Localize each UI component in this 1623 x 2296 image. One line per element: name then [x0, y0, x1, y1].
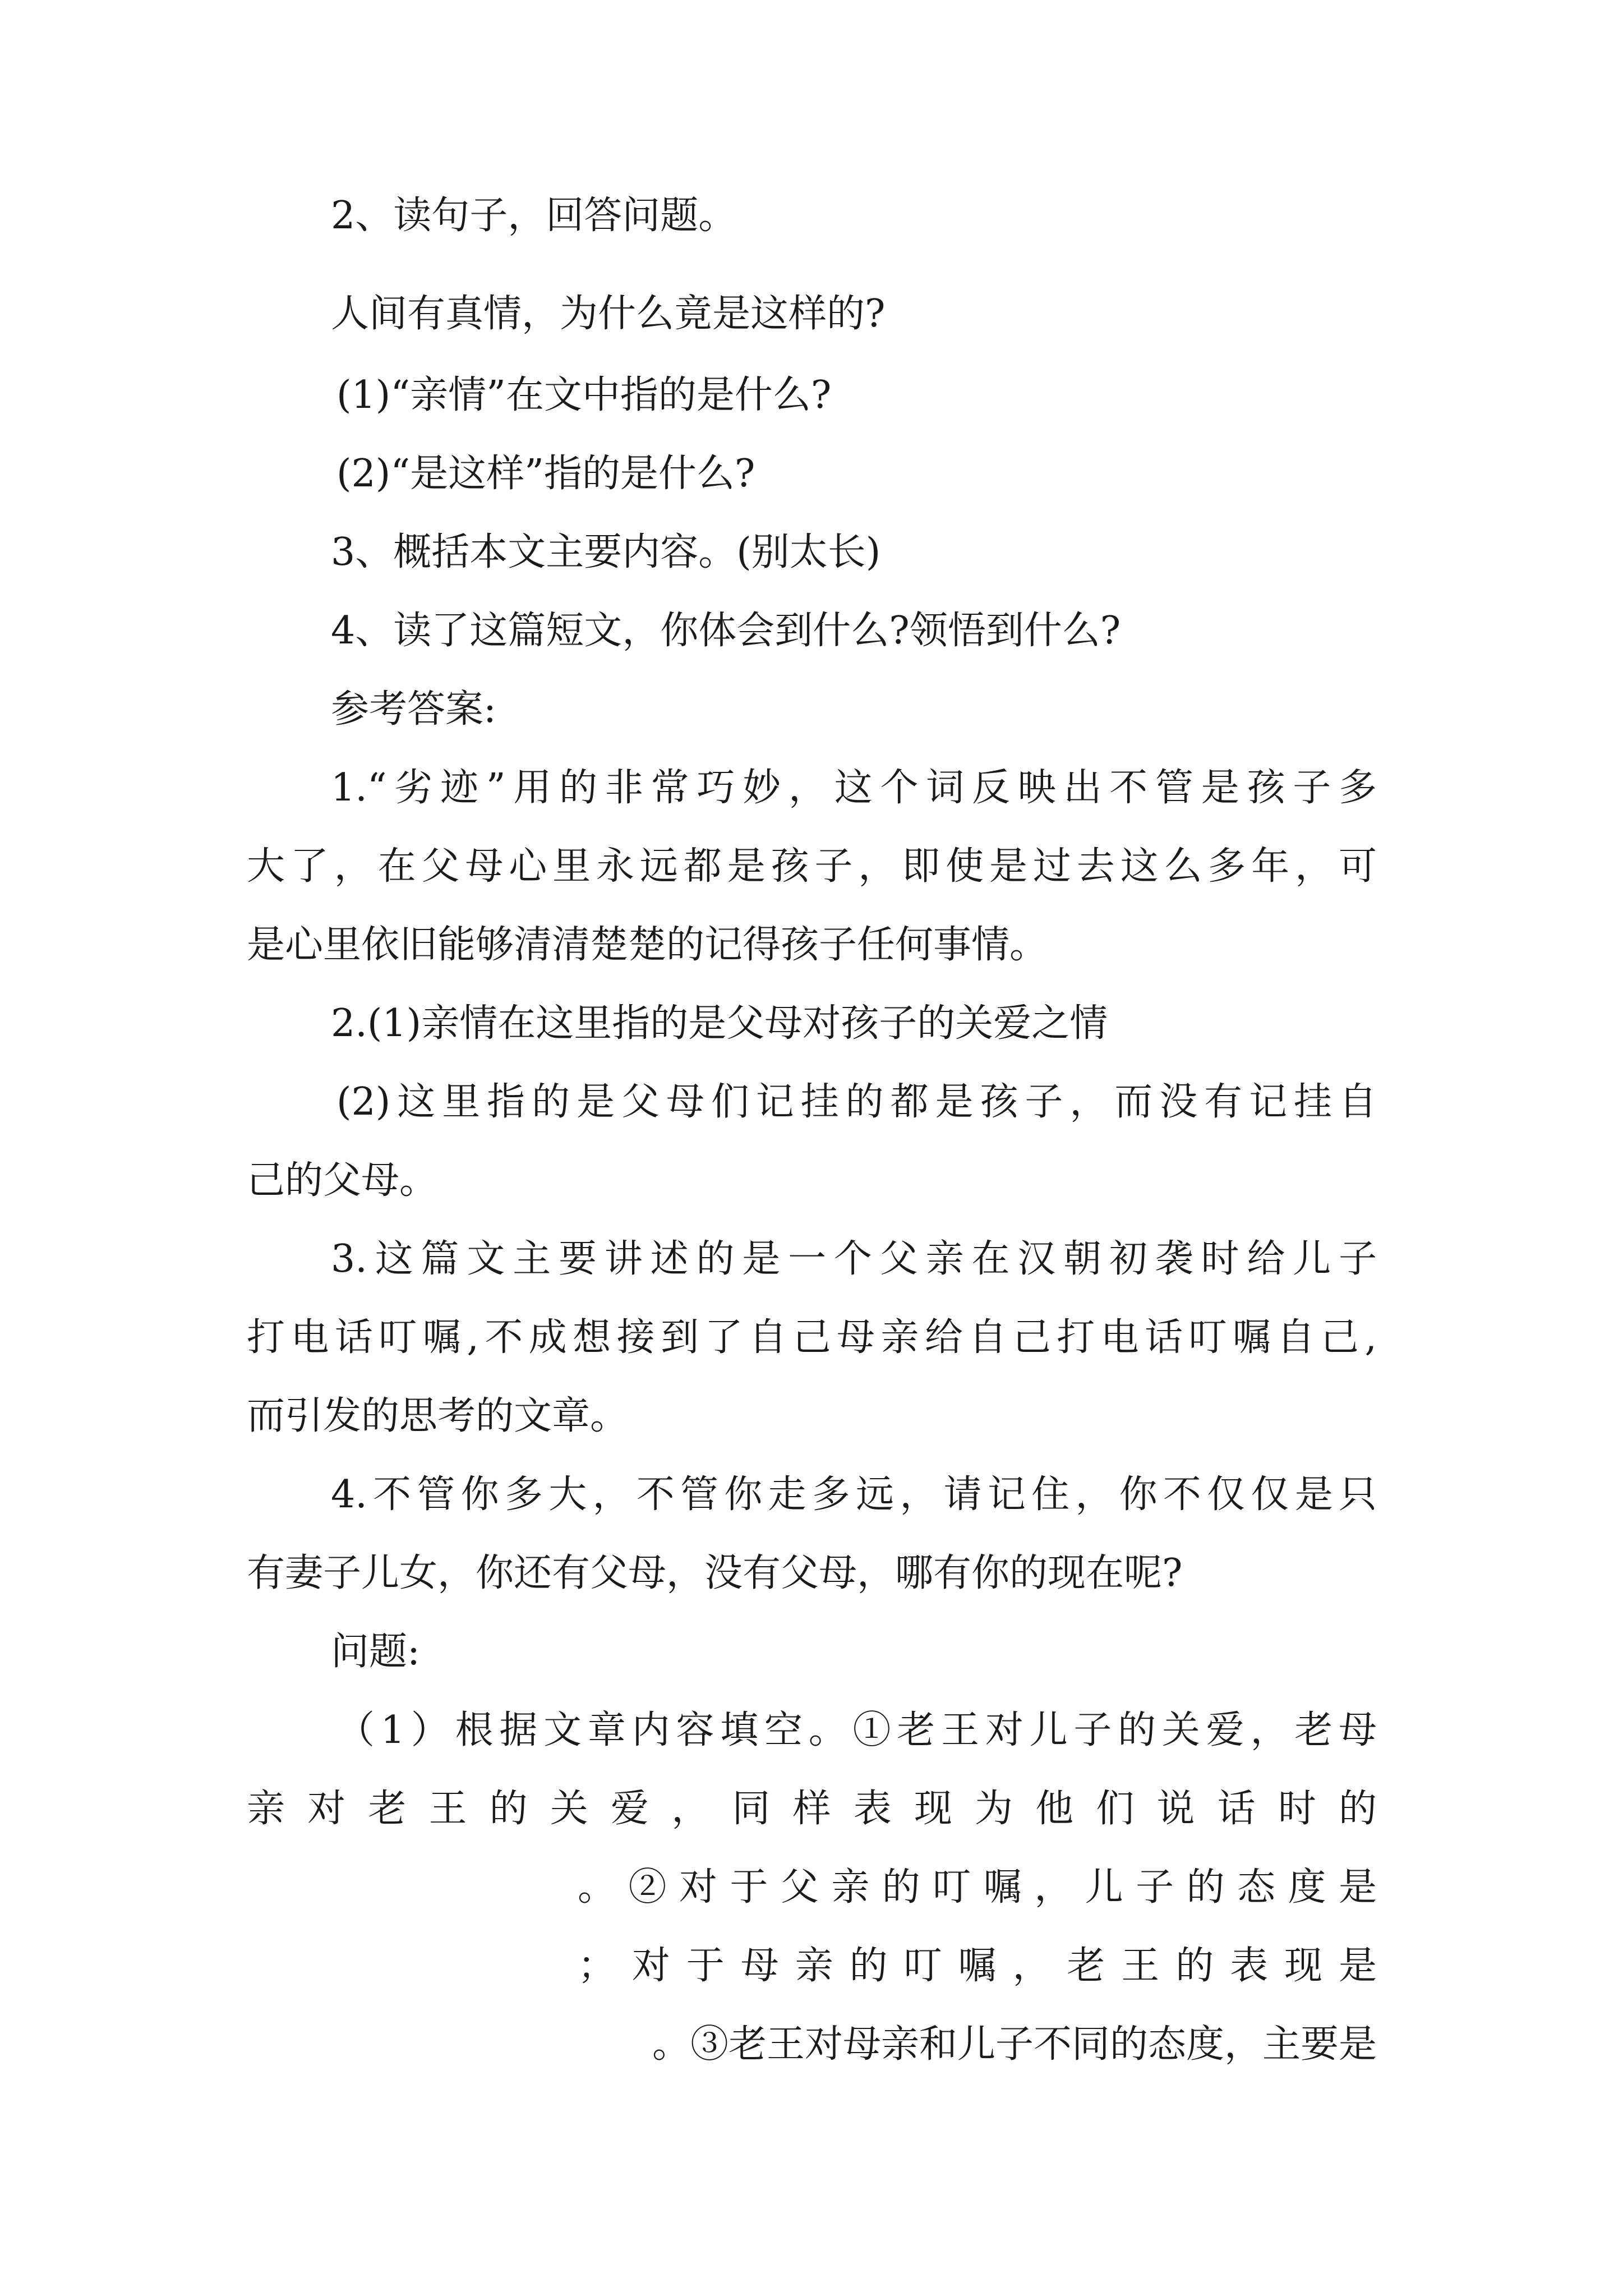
question-4: 4、读了这篇短文，你体会到什么?领悟到什么? [331, 609, 1121, 653]
answer-4-line-2: 有妻子儿女，你还有父母，没有父母，哪有你的现在呢? [247, 1551, 1183, 1595]
problem-1-line-3: 。②对于父亲的叮嘱，儿子的态度是 [578, 1865, 1377, 1910]
answer-1-line-1: 1.“劣迹”用的非常巧妙，这个词反映出不管是孩子多 [331, 766, 1377, 810]
answer-3-line-2: 打电话叮嘱,不成想接到了自己母亲给自己打电话叮嘱自己, [247, 1315, 1377, 1360]
question-3: 3、概括本文主要内容。(别太长) [331, 530, 881, 574]
answer-2-line-3: 己的父母。 [247, 1158, 438, 1203]
answer-3-line-3: 而引发的思考的文章。 [247, 1394, 629, 1438]
problem-1-line-4: ；对于母亲的叮嘱，老王的表现是 [578, 1944, 1377, 1988]
answer-2-line-1: 2.(1)亲情在这里指的是父母对孩子的关爱之情 [331, 1001, 1108, 1046]
answer-1-line-2: 大了，在父母心里永远都是孩子，即使是过去这么多年，可 [247, 844, 1377, 889]
problem-1-line-1: （1）根据文章内容填空。①老王对儿子的关爱，老母 [336, 1708, 1377, 1752]
answer-4-line-1: 4.不管你多大，不管你走多远，请记住，你不仅仅是只 [331, 1473, 1377, 1517]
question-2-title: 2、读句子，回答问题。 [331, 194, 737, 238]
answer-1-line-3: 是心里依旧能够清清楚楚的记得孩子任何事情。 [247, 923, 1048, 967]
problem-1-line-2: 亲对老王的关爱，同样表现为他们说话时的 [247, 1787, 1377, 1831]
answers-heading: 参考答案: [331, 687, 496, 731]
problem-heading: 问题: [331, 1630, 420, 1674]
problem-1-line-5: 。③老王对母亲和儿子不同的态度，主要是 [652, 2022, 1377, 2067]
question-2-sub-2: (2)“是这样”指的是什么? [336, 452, 755, 496]
answer-3-line-1: 3.这篇文主要讲述的是一个父亲在汉朝初袭时给儿子 [331, 1237, 1377, 1281]
answer-2-line-2: (2)这里指的是父母们记挂的都是孩子，而没有记挂自 [336, 1080, 1377, 1124]
question-2-sentence: 人间有真情，为什么竟是这样的? [331, 292, 886, 336]
question-2-sub-1: (1)“亲情”在文中指的是什么? [336, 373, 832, 417]
